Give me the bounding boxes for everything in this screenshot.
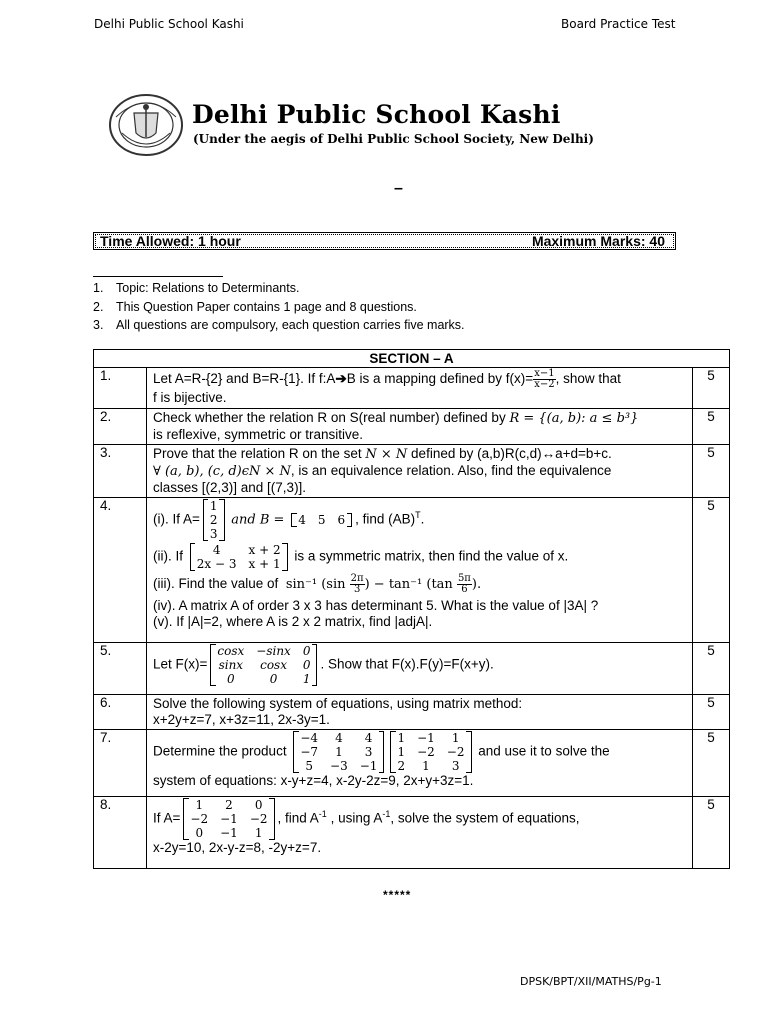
school-subtitle: (Under the aegis of Delhi Public School Society, New Delhi) — [193, 132, 594, 146]
maximum-marks: Maximum Marks: 40 — [531, 233, 665, 249]
matrix-q: 1 −1 1 1 −2 −2 2 1 3 — [390, 731, 471, 773]
question-row: 2. Check whether the relation R on S(real number) defined by R = {(a, b): a ≤ b³} is reflexive, symmetric or transitive. 5 — [94, 409, 730, 445]
question-number: 1. — [94, 368, 147, 409]
question-row: 1. Let A=R-{2} and B=R-{1}. If f:A➔B is a mapping defined by f(x)= $\frac{x-1}{x-2}$, show that f is bijective. 5 — [94, 368, 730, 409]
matrix-a8: 1 2 0 −2 −1 −2 0 −1 1 — [183, 798, 274, 840]
header-school-name: Delhi Public School Kashi — [94, 17, 244, 31]
question-row: 6. Solve the following system of equations, using matrix method: x+2y+z=7, x+3z=11, 2x-3y=1. 5 — [94, 695, 730, 730]
question-marks: 5 — [693, 695, 730, 730]
instructions-rule — [93, 276, 223, 277]
question-marks: 5 — [693, 643, 730, 695]
question-marks: 5 — [693, 498, 730, 643]
question-number: 2. — [94, 409, 147, 445]
question-number: 5. — [94, 643, 147, 695]
question-marks: 5 — [693, 730, 730, 797]
question-number: 7. — [94, 730, 147, 797]
instructions-list — [93, 279, 465, 335]
matrix-symmetric: 4 x + 2 2x − 3 x + 1 — [190, 543, 288, 571]
question-marks: 5 — [693, 368, 730, 409]
question-number: 8. — [94, 797, 147, 869]
question-marks: 5 — [693, 409, 730, 445]
school-emblem-icon — [108, 93, 184, 157]
time-allowed: Time Allowed: 1 hour — [100, 233, 241, 249]
section-title: SECTION – A — [94, 350, 730, 368]
question-row: 3. Prove that the relation R on the set N × N defined by (a,b)R(c,d)↔a+d=b+c. ∀ (a, b), (c, d)ϵN × N, is an equivalence relation. Also, find the equivalence classes [(2,3)] and [(7,3)]. 5 — [94, 445, 730, 498]
question-marks: 5 — [693, 445, 730, 498]
instruction-item: 3. All questions are compulsory, each question carries five marks. — [93, 318, 465, 332]
question-number: 3. — [94, 445, 147, 498]
instruction-item: 1. Topic: Relations to Determinants. — [93, 281, 300, 295]
question-row: 4. (i). If A=1 2 3 and B = 4 5 6 , find (AB)$^T$. (ii). If 4 x + 2 2x − 3 x + 1 is a symmetric matrix, then find the value of x. (iii). Find the value of sin⁻¹ (sin $\frac{2\pi}{3}) - \tan^{-1}$ (tan $\frac{5\pi}{6}$). (iv). A matrix A of order 3 x 3 has determinant 5. What is the value of |3A| ? (v). If |A|=2, where A is 2 x 2 matrix, find |adjA|. 5 — [94, 498, 730, 643]
header-test-name: Board Practice Test — [561, 17, 676, 31]
question-table — [93, 349, 730, 869]
question-row: 8. If A=1 2 0 −2 −1 −2 0 −1 1 , find $A^{-1}$ , using $A^{-1}$, solve the system of equations, x-2y=10, 2x-y-z=8, -2y+z=7. 5 — [94, 797, 730, 869]
question-row: 5. Let F(x)=cosx −sinx 0 sinx cosx 0 0 0 1 . Show that F(x).F(y)=F(x+y). 5 — [94, 643, 730, 695]
matrix-b: 4 5 6 — [291, 513, 352, 527]
page-footer-code: DPSK/BPT/XII/MATHS/Pg-1 — [520, 975, 662, 988]
school-title: Delhi Public School Kashi — [192, 100, 561, 129]
question-number: 6. — [94, 695, 147, 730]
instruction-item: 2. This Question Paper contains 1 page and 8 questions. — [93, 299, 417, 314]
question-number: 4. — [94, 498, 147, 643]
matrix-a: 1 2 3 — [203, 499, 225, 541]
time-marks-box — [93, 232, 676, 250]
end-stars: ***** — [383, 888, 412, 902]
question-marks: 5 — [693, 797, 730, 869]
matrix-p: −4 4 4 −7 1 3 5 −3 −1 — [293, 731, 384, 773]
matrix-f: cosx −sinx 0 sinx cosx 0 0 0 1 — [210, 644, 317, 686]
question-row: 7. Determine the product −4 4 4 −7 1 3 5 −3 −1 1 −1 1 1 −2 −2 2 1 3 and use it to solve the system of equations: x-y+z=4, x-2y-2z=9, 2x+y+3z=1. 5 — [94, 730, 730, 797]
title-dash: – — [394, 180, 403, 197]
